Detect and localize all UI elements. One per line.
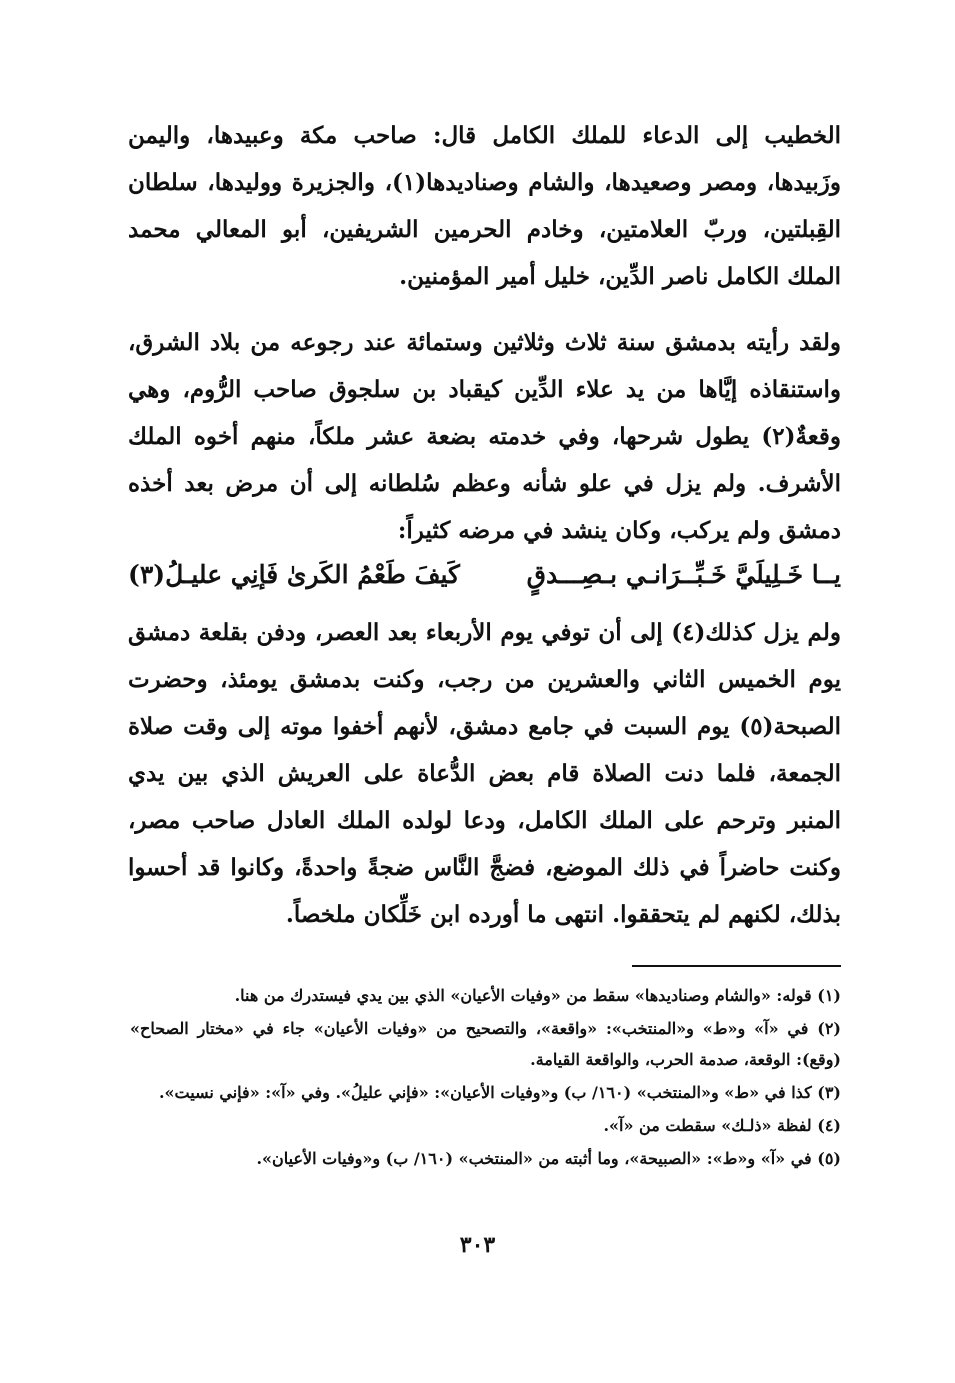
poetry-verse: [128, 550, 841, 600]
main-text-paragraph-3: [128, 609, 841, 938]
paragraph-text: ولقد رأيته بدمشق سنة ثلاث وثلاثين وستمائة عند رجوعه من بلاد الشرق، واستنقاذه إيَّاها من يد علاء الدِّين كيقباد بن سلجوق صاحب الرُّوم، وهي وقعةٌ(٢) يطول شرحها، وفي خدمته بضعة عشر ملكاً، منهم أخوه الملك الأشرف. ولم يزل في علو شأنه وعظم سُلطانه إلى أن مرض بعد أخذه دمشق ولم يركب، وكان ينشد في مرضه كثيراً:: [128, 329, 841, 544]
footnote-2: (٢) في «آ» و«ط» و«المنتخب»: «واقعة»، والتصحيح من «وفيات الأعيان» جاء في «مختار الصحاح» (وقع): الوقعة، صدمة الحرب، والواقعة القيامة.: [130, 1019, 841, 1069]
footnote-divider: [632, 965, 841, 967]
footnote-3: (٣) كذا في «ط» و«المنتخب» (١٦٠/ ب) و«وفيات الأعيان»: «فإني عليلُ». وفي «آ»: «فإني نسيت».: [158, 1083, 841, 1102]
paragraph-text: ولم يزل كذلك(٤) إلى أن توفي يوم الأربعاء بعد العصر، ودفن بقلعة دمشق يوم الخميس الثاني والعشرين من رجب، وكنت بدمشق يومئذ، وحضرت الصبحة(٥) يوم السبت في جامع دمشق، لأنهم أخفوا موته إلى وقت صلاة الجمعة، فلما دنت الصلاة قام بعض الدُّعاة على العريش الذي بين يدي المنبر وترحم على الملك الكامل، ودعا لولده الملك العادل صاحب مصر، وكنت حاضراً في ذلك الموضع، فضجَّ النَّاس ضجةً واحدةً، وكانوا قد أحسوا بذلك، لكنهم لم يتحققوا. انتهى ما أورده ابن خَلِّكان ملخصاً.: [128, 619, 841, 928]
footnote-1: (١) قوله: «والشام وصناديدها» سقط من «وفيات الأعيان» الذي بين يدي فيستدرك من هنا.: [234, 986, 841, 1005]
verse-second-hemistich: كَيفَ طَعْمُ الكَرىٰ فَإنِي عليـلُ(٣): [128, 560, 460, 589]
page-number: ٣٠٣: [459, 1232, 496, 1258]
footnote-4: (٤) لفظة «ذلـك» سقطت من «آ».: [603, 1116, 841, 1135]
main-text-paragraph-2: [128, 319, 841, 554]
footnote-5: (٥) في «آ» و«ط»: «الصبيحة»، وما أثبته من «المنتخب» (١٦٠/ ب) و«وفيات الأعيان».: [256, 1149, 841, 1168]
main-text-paragraph-1: [128, 112, 841, 300]
paragraph-text: الخطيب إلى الدعاء للملك الكامل قال: صاحب مكة وعبيدها، واليمن وزَبيدها، ومصر وصعيدها، والشام وصناديدها(١)، والجزيرة ووليدها، سلطان القِبلتين، وربّ العلامتين، وخادم الحرمين الشريفين، أبو المعالي محمد الملك الكامل ناصر الدِّين، خليل أمير المؤمنين.: [128, 122, 841, 290]
verse-first-hemistich: يــا خَـلِيلَيَّ خَـبِّــرَانـي بـصِـــدقٍ: [526, 560, 841, 589]
footnotes-section: [130, 980, 841, 1176]
